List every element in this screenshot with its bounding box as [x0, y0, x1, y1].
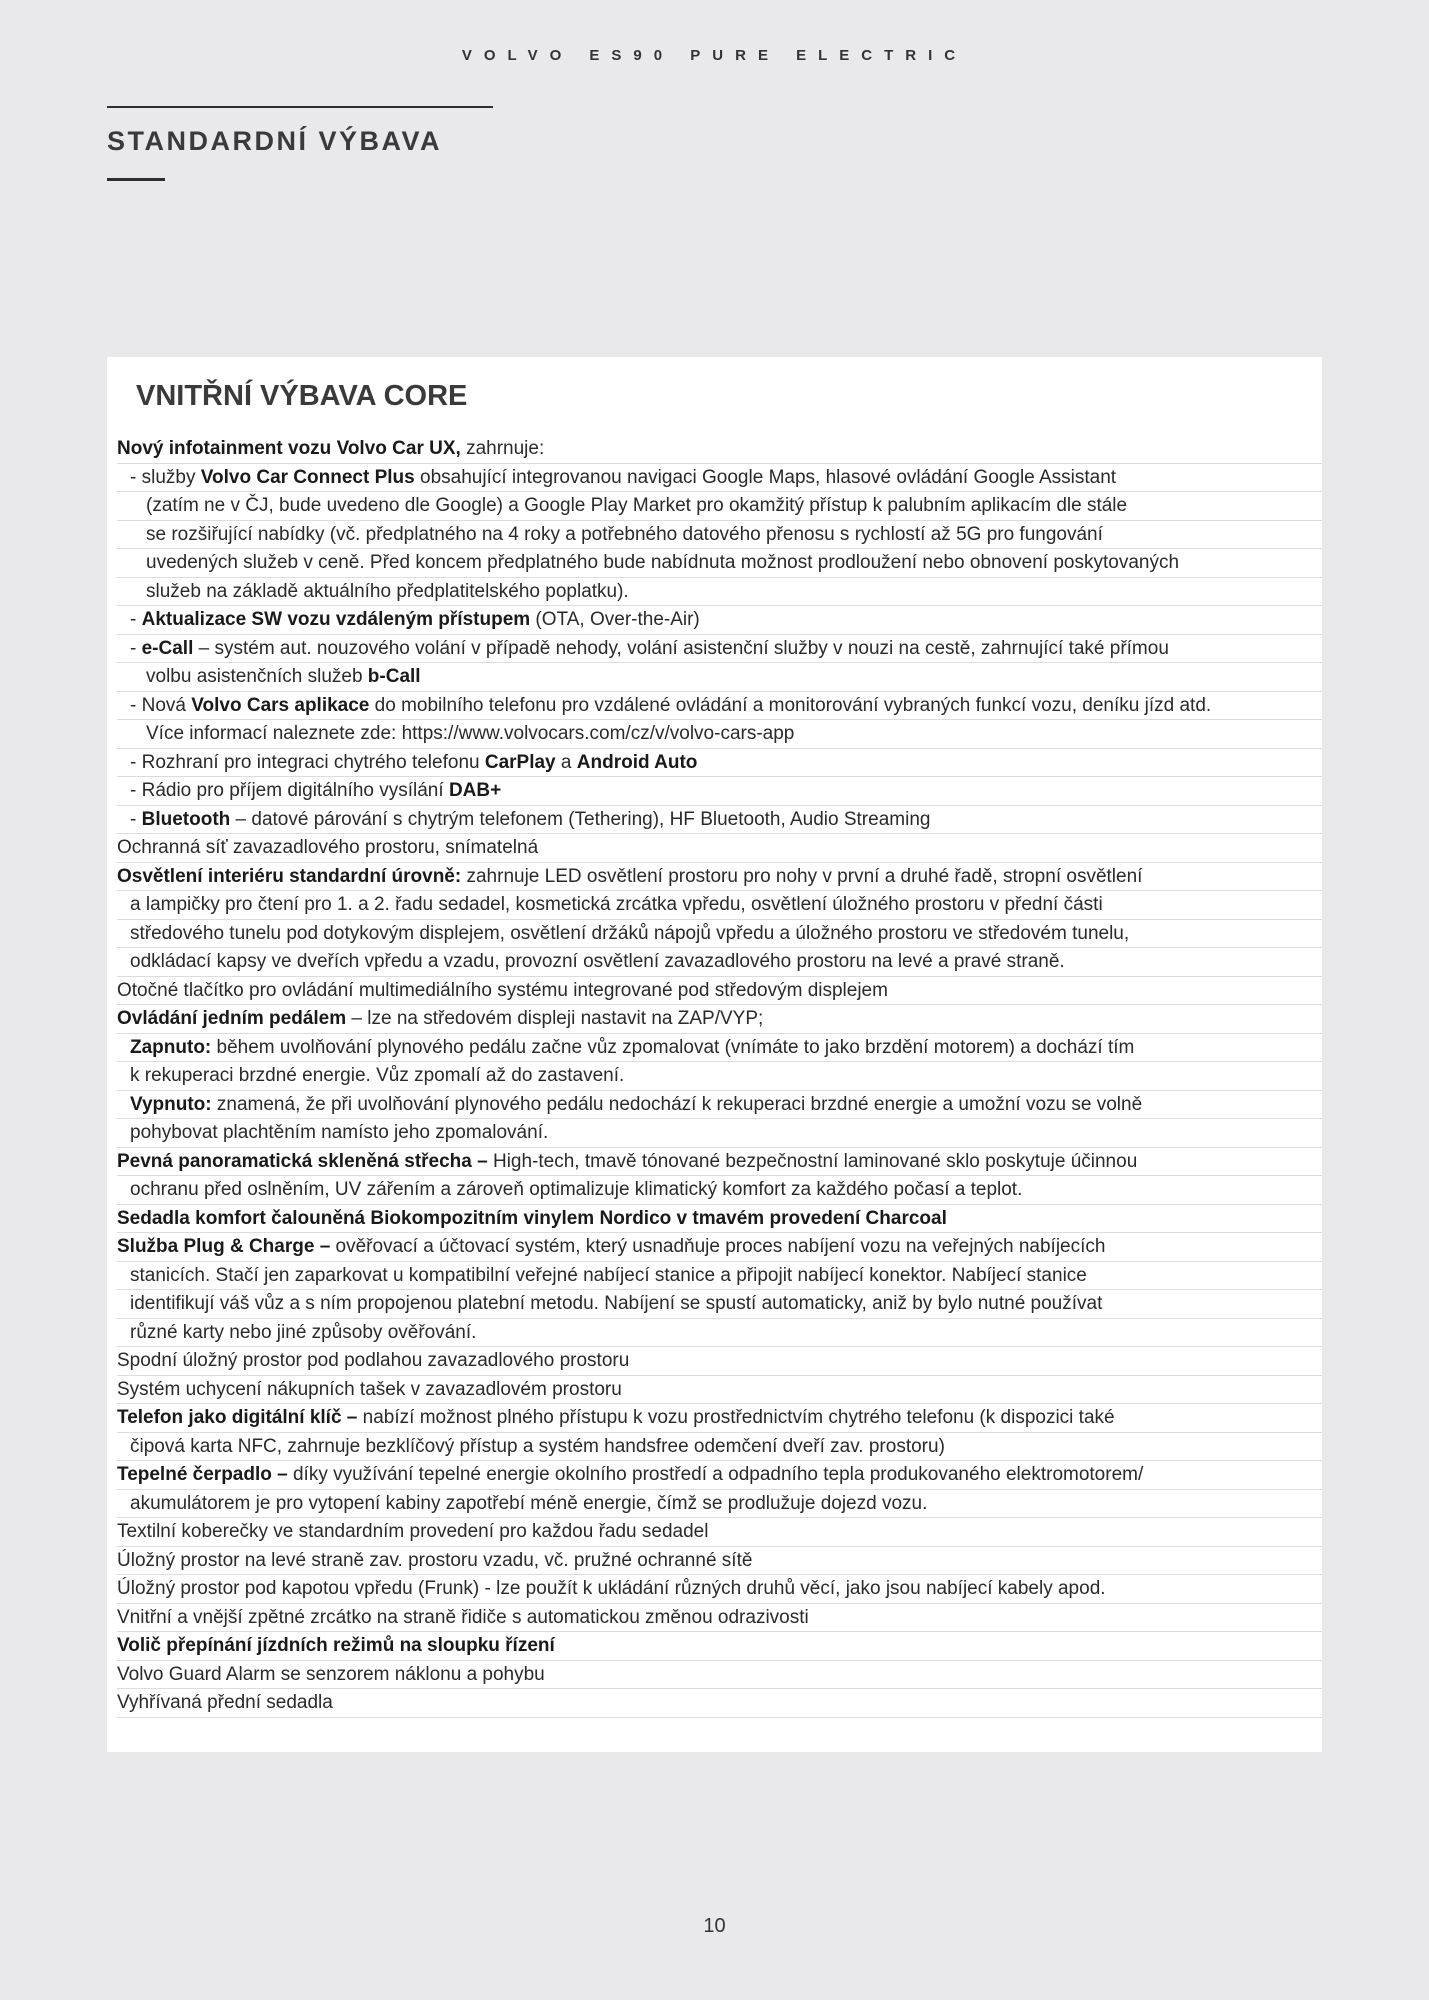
list-item-bold-text: CarPlay — [484, 751, 556, 773]
list-item-text: Více informací naleznete zde: https://www.volvocars.com/cz/v/volvo-cars-app — [146, 723, 795, 744]
list-item — [117, 549, 1322, 578]
list-item-text: Volvo Guard Alarm se senzorem náklonu a pohybu — [117, 1663, 545, 1685]
list-item — [117, 1661, 1322, 1690]
list-item-text: znamená, že při uvolňování plynového pedálu nedochází k rekuperaci brzdné energie a umožní vozu se volně — [211, 1093, 1143, 1115]
list-item-text: Vnitřní a vnější zpětné zrcátko na straně řidiče s automatickou změnou odrazivosti — [117, 1606, 809, 1628]
list-item-text: obsahující integrovanou navigaci Google Maps, hlasové ovládání Google Assistant — [414, 466, 1117, 488]
document-title: VOLVO ES90 PURE ELECTRIC — [461, 47, 968, 64]
list-item-text: identifikují váš vůz a s ním propojenou platební metodu. Nabíjení se spustí automaticky, aniž by bylo nutné používat — [130, 1293, 1103, 1314]
list-item-bold-text: Tepelné čerpadlo – — [117, 1464, 288, 1485]
list-item-text: – lze na středovém displeji nastavit na ZAP/VYP; — [346, 1008, 764, 1029]
list-item-text: Systém uchycení nákupních tašek v zavazadlovém prostoru — [117, 1378, 622, 1400]
list-item-text: Ochranná síť zavazadlového prostoru, snímatelná — [117, 837, 539, 858]
list-item — [117, 749, 1322, 778]
list-item — [117, 692, 1322, 721]
list-item — [117, 863, 1322, 892]
list-item-text: do mobilního telefonu pro vzdálené ovládání a monitorování vybraných funkcí vozu, deníku jízd atd. — [369, 694, 1212, 716]
list-item-text: středového tunelu pod dotykovým displejem, osvětlení držáků nápojů vpředu a úložného prostoru ve středovém tunelu, — [130, 922, 1130, 944]
list-item — [117, 1433, 1322, 1462]
section-title-underline — [107, 178, 165, 181]
list-item — [117, 1461, 1322, 1490]
list-item-text: a lampičky pro čtení pro 1. a 2. řadu sedadel, kosmetická zrcátka vpředu, osvětlení úložného prostoru v přední části — [130, 894, 1103, 915]
list-item-bold-text: e-Call — [141, 637, 194, 659]
list-item-bold-text: DAB+ — [448, 780, 502, 801]
list-item-text: k rekuperaci brzdné energie. Vůz zpomalí až do zastavení. — [130, 1065, 625, 1086]
list-item-bold-text: Aktualizace SW vozu vzdáleným přístupem — [141, 609, 531, 630]
list-item — [117, 1689, 1322, 1718]
list-item-text: Otočné tlačítko pro ovládání multimediálního systému integrované pod středovým displejem — [117, 979, 888, 1001]
list-item-text: stanicích. Stačí jen zaparkovat u kompatibilní veřejné nabíjecí stanice a připojit nabíjecí konektor. Nabíjecí stanice — [130, 1264, 1087, 1286]
list-item-text: Textilní koberečky ve standardním provedení pro každou řadu sedadel — [117, 1521, 709, 1542]
list-item-bold-text: Nový infotainment vozu Volvo Car UX, — [117, 438, 461, 459]
list-item — [117, 1319, 1322, 1348]
list-item — [117, 777, 1322, 806]
list-item — [117, 1091, 1322, 1120]
list-item-text: nabízí možnost plného přístupu k vozu prostřednictvím chytrého telefonu (k dispozici také — [357, 1407, 1115, 1428]
list-item-text: ochranu před oslněním, UV zářením a zároveň optimalizuje klimatický komfort za každého počasí a teplot. — [130, 1179, 1023, 1200]
list-item — [117, 720, 1322, 749]
list-item — [117, 435, 1322, 464]
list-item — [117, 521, 1322, 550]
list-item — [117, 578, 1322, 607]
list-item — [117, 920, 1322, 949]
list-item-text: - Rozhraní pro integraci chytrého telefonu — [130, 751, 485, 773]
list-item-bold-text: Ovládání jedním pedálem — [117, 1008, 347, 1029]
section-title: STANDARDNÍ VÝBAVA — [107, 126, 443, 156]
list-item-text: Úložný prostor na levé straně zav. prostoru vzadu, vč. pružné ochranné sítě — [117, 1549, 753, 1571]
list-item-text: ověřovací a účtovací systém, který usnadňuje proces nabíjení vozu na veřejných nabíjecích — [330, 1236, 1106, 1257]
list-item-text: uvedených služeb v ceně. Před koncem předplatného bude nabídnuta možnost prodloužení nebo obnovení poskytovaných — [146, 552, 1180, 573]
list-item — [117, 891, 1322, 920]
list-item-text: – systém aut. nouzového volání v případě nehody, volání asistenční služby v nouzi na cestě, zahrnující také přímou — [193, 637, 1169, 659]
list-item — [117, 1490, 1322, 1519]
list-item-text: Vyhřívaná přední sedadla — [117, 1692, 333, 1713]
list-item — [117, 1233, 1322, 1262]
list-item — [117, 977, 1322, 1006]
list-item-bold-text: Osvětlení interiéru standardní úrovně: — [117, 865, 462, 887]
list-item-text: - Nová — [130, 694, 192, 716]
list-item — [117, 1034, 1322, 1063]
list-item — [117, 464, 1322, 493]
page-number: 10 — [703, 1915, 726, 1937]
equipment-list — [117, 435, 1322, 1718]
list-item — [117, 806, 1322, 835]
list-item-text: – datové párování s chytrým telefonem (Tethering), HF Bluetooth, Audio Streaming — [230, 808, 931, 830]
list-item-text: (zatím ne v ČJ, bude uvedeno dle Google) a Google Play Market pro okamžitý přístup k palubním aplikacím dle stále — [146, 495, 1128, 516]
list-item-bold-text: Volvo Car Connect Plus — [200, 466, 415, 488]
list-item-bold-text: Sedadla komfort čalouněná Biokompozitním vinylem Nordico v tmavém provedení Charcoal — [117, 1207, 947, 1229]
list-item — [117, 1262, 1322, 1291]
list-item — [117, 663, 1322, 692]
card-title: VNITŘNÍ VÝBAVA CORE — [136, 380, 468, 412]
list-item-text: Úložný prostor pod kapotou vpředu (Frunk) - lze použít k ukládání různých druhů věcí, jako jsou nabíjecí kabely apod. — [117, 1578, 1106, 1599]
list-item — [117, 1148, 1322, 1177]
list-item — [117, 1575, 1322, 1604]
list-item-text: díky využívání tepelné energie okolního prostředí a odpadního tepla produkovaného elektromotorem/ — [287, 1464, 1144, 1485]
list-item-text: Spodní úložný prostor pod podlahou zavazadlového prostoru — [117, 1350, 630, 1371]
list-item-text: pohybovat plachtěním namísto jeho zpomalování. — [130, 1122, 549, 1143]
list-item-text: (OTA, Over-the-Air) — [530, 609, 700, 630]
list-item — [117, 948, 1322, 977]
list-item — [117, 1404, 1322, 1433]
list-item-text: volbu asistenčních služeb — [146, 666, 368, 687]
list-item-bold-text: Služba Plug & Charge – — [117, 1236, 331, 1257]
list-item — [117, 1604, 1322, 1633]
list-item — [117, 1347, 1322, 1376]
list-item-text: - — [130, 637, 142, 659]
list-item — [117, 1518, 1322, 1547]
list-item — [117, 1119, 1322, 1148]
list-item-text: zahrnuje LED osvětlení prostoru pro nohy v první a druhé řadě, stropní osvětlení — [461, 865, 1143, 887]
list-item-text: High-tech, tmavě tónované bezpečnostní laminované sklo poskytuje účinnou — [487, 1150, 1138, 1172]
list-item-bold-text: Volvo Cars aplikace — [191, 694, 370, 716]
list-item-bold-text: Zapnuto: — [130, 1036, 212, 1058]
list-item — [117, 606, 1322, 635]
list-item-text: během uvolňování plynového pedálu začne vůz zpomalovat (vnímáte to jako brzdění motorem) a dochází tím — [211, 1036, 1135, 1058]
list-item — [117, 1005, 1322, 1034]
list-item — [117, 635, 1322, 664]
list-item — [117, 492, 1322, 521]
list-item-bold-text: b-Call — [367, 666, 421, 687]
list-item-text: služeb na základě aktuálního předplatitelského poplatku). — [146, 580, 629, 602]
list-item — [117, 1290, 1322, 1319]
list-item — [117, 1632, 1322, 1661]
list-item-bold-text: Pevná panoramatická skleněná střecha – — [117, 1150, 488, 1172]
list-item-text: a — [555, 751, 577, 773]
list-item-text: - — [130, 609, 142, 630]
list-item-bold-text: Android Auto — [576, 751, 698, 773]
list-item — [117, 1547, 1322, 1576]
list-item-text: čipová karta NFC, zahrnuje bezklíčový přístup a systém handsfree odemčení dveří zav. prostoru) — [130, 1435, 945, 1457]
list-item — [117, 1176, 1322, 1205]
list-item-bold-text: Bluetooth — [141, 808, 231, 830]
list-item-bold-text: Vypnuto: — [130, 1093, 212, 1115]
list-item — [117, 1205, 1322, 1234]
list-item — [117, 834, 1322, 863]
list-item — [117, 1376, 1322, 1405]
list-item-text: - Rádio pro příjem digitálního vysílání — [130, 780, 449, 801]
list-item-bold-text: Telefon jako digitální klíč – — [117, 1407, 358, 1428]
list-item-text: zahrnuje: — [460, 438, 545, 459]
list-item-text: - — [130, 808, 142, 830]
list-item-text: - služby — [130, 466, 201, 488]
list-item-text: se rozšiřující nabídky (vč. předplatného na 4 roky a potřebného datového přenosu s rychlostí až 5G pro fungování — [146, 523, 1103, 545]
list-item-text: různé karty nebo jiné způsoby ověřování. — [130, 1321, 477, 1343]
header-divider — [107, 106, 493, 108]
list-item-bold-text: Volič přepínání jízdních režimů na sloupku řízení — [117, 1635, 555, 1656]
list-item — [117, 1062, 1322, 1091]
list-item-text: akumulátorem je pro vytopení kabiny zapotřebí méně energie, čímž se prodlužuje dojezd vozu. — [130, 1492, 928, 1514]
list-item-text: odkládací kapsy ve dveřích vpředu a vzadu, provozní osvětlení zavazadlového prostoru na levé a pravé straně. — [130, 951, 1065, 972]
